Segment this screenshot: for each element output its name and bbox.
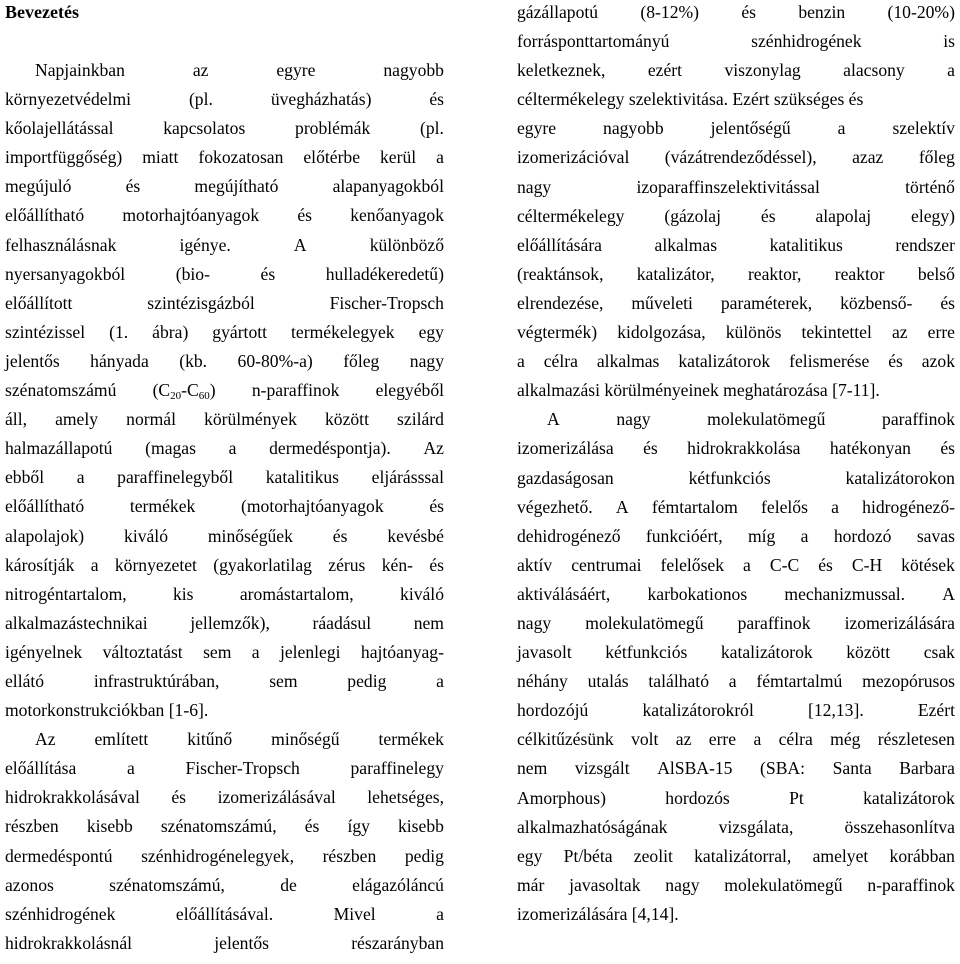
text-line: jelentős hányada (kb. 60-80%-a) főleg nagy [5,350,444,371]
text-line: előállítható motorhajtóanyagok és kenőanyagok [5,205,444,226]
text-line: szénatomszámú $(C_{20}-C_{60})$ n-paraffinok elegyéből [5,378,444,407]
text-line: dermedéspontú szénhidrogénelegyek, részben pedig [5,845,444,866]
text-line: megújuló és megújítható alapanyagokból [5,176,444,197]
text-line: részben kisebb szénatomszámú, és így kisebb [5,816,444,837]
text-line: hidrokrakkolásnál jelentős részarányban [5,932,444,953]
text-line: előállítására alkalmas katalitikus rendszer [517,234,955,255]
text-line: alkalmazástechnikai jellemzők), ráadásul nem [5,612,444,633]
text-line: kőolajellátással kapcsolatos problémák (pl. [5,118,444,139]
text-line: A nagy molekulatömegű paraffinok [547,409,955,430]
text-line: importfüggőség) miatt fokozatosan előtérbe kerül a [5,147,444,168]
text-line: már javasoltak nagy molekulatömegű n-paraffinok [517,874,955,895]
text-line: nitrogéntartalom, kis aromástartalom, kiváló [5,583,444,604]
paragraph-continuation [517,0,955,407]
text-line: dehidrogénező funkcióért, míg a hordozó savas [517,525,955,546]
text-line-last: céltermékelegy szelektivitása. Ezért szükséges és [517,89,864,110]
text-line: egyre nagyobb jelentőségű a szelektív [517,118,955,139]
text-line: előállítható termékek (motorhajtóanyagok és [5,496,444,517]
text-line: nagy molekulatömegű paraffinok izomerizálására [517,612,955,633]
chem-formula: $(C_{20}-C_{60})$ [152,380,216,403]
text-line: Az említett kitűnő minőségű termékek [35,729,444,750]
text-line: izomerizációval (vázátrendeződéssel), azaz főleg [517,147,955,168]
text-line: halmazállapotú (magas a dermedéspontja). Az [5,438,444,459]
text-line: végezhető. A fémtartalom felelős a hidrogénező- [517,496,955,517]
text-line: előállított szintézisgázból Fischer-Tropsch [5,292,444,313]
text-line: (reaktánsok, katalizátor, reaktor, reaktor belső [517,263,955,284]
section-heading: Bevezetés [5,2,79,22]
text-line: végtermék) kidolgozása, különös tekintettel az erre [517,322,955,343]
text-line: hordozójú katalizátorokról [12,13]. Ezért [517,700,955,721]
text-line: céltermékelegy (gázolaj és alapolaj elegy) [517,205,955,226]
text-line: károsítják a környezetet (gyakorlatilag zérus kén- és [5,554,444,575]
text-line: szintézissel (1. ábra) gyártott termékelegyek egy [5,321,444,342]
text-line-last: motorkonstrukciókban [1-6]. [5,700,209,721]
text-line: elrendezése, műveleti paraméterek, közbenső- és [517,292,955,313]
left-column [5,0,444,960]
text-line-last: alkalmazási körülményeinek meghatározása [7-11]. [517,380,880,401]
text-line: célkitűzésünk volt az erre a célra még részletesen [517,729,955,750]
text-line: környezetvédelmi (pl. üvegházhatás) és [5,89,444,110]
text-line: aktív centrumai felelősek a C-C és C-H kötések [517,554,955,575]
text-line: gazdaságosan kétfunkciós katalizátorokon [517,467,955,488]
text-line: azonos szénatomszámú, de elágazóláncú [5,874,444,895]
text-line: Napjainkban az egyre nagyobb [35,60,444,80]
text-line: hidrokrakkolásával és izomerizálásával lehetséges, [5,787,444,808]
text-line-last: izomerizálására [4,14]. [517,903,679,924]
text-line: felhasználásnak igénye. A különböző [5,234,444,255]
text-line: Amorphous) hordozós Pt katalizátorok [517,787,955,808]
text-line: nagy izoparaffinszelektivitással történő [517,176,955,197]
text-line: alapolajok) kiváló minőségűek és kevésbé [5,525,444,546]
text-line: nem vizsgált AlSBA-15 (SBA: Santa Barbara [517,758,955,779]
paragraph-intro [5,58,444,727]
right-column [517,0,955,931]
text-line: izomerizálása és hidrokrakkolása hatékonyan és [517,438,955,459]
text-line: alkalmazhatóságának vizsgálata, összehasonlítva [517,816,955,837]
text-line: aktiválásáért, karbokationos mechanizmussal. A [517,583,955,604]
text-line: nyersanyagokból (bio- és hulladékeredetű) [5,263,444,284]
text-line: gázállapotú (8-12%) és benzin (10-20%) [517,2,955,22]
text-line: igényelnek változtatást sem a jelenlegi hajtóanyag- [5,641,444,662]
text-line: a célra alkalmas katalizátorok felismerése és azok [517,351,955,372]
text-line: javasolt kétfunkciós katalizátorok között csak [517,642,955,663]
text-line: ebből a paraffinelegyből katalitikus eljárásssal [5,467,444,488]
text-line: előállítása a Fischer-Tropsch paraffinelegy [5,758,444,779]
text-line: egy Pt/béta zeolit katalizátorral, amelyet korábban [517,845,955,866]
text-line: szénhidrogének előállításával. Mivel a [5,903,444,924]
paragraph-products [5,727,444,960]
text-line: néhány utalás található a fémtartalmú mezopórusos [517,671,955,692]
paragraph-catalysts [517,407,955,931]
text-line: keletkeznek, ezért viszonylag alacsony a [517,60,955,81]
text-line: áll, amely normál körülmények között szilárd [5,409,444,430]
text-line: forrásponttartományú szénhidrogének is [517,31,955,52]
text-line: ellátó infrastruktúrában, sem pedig a [5,670,444,691]
